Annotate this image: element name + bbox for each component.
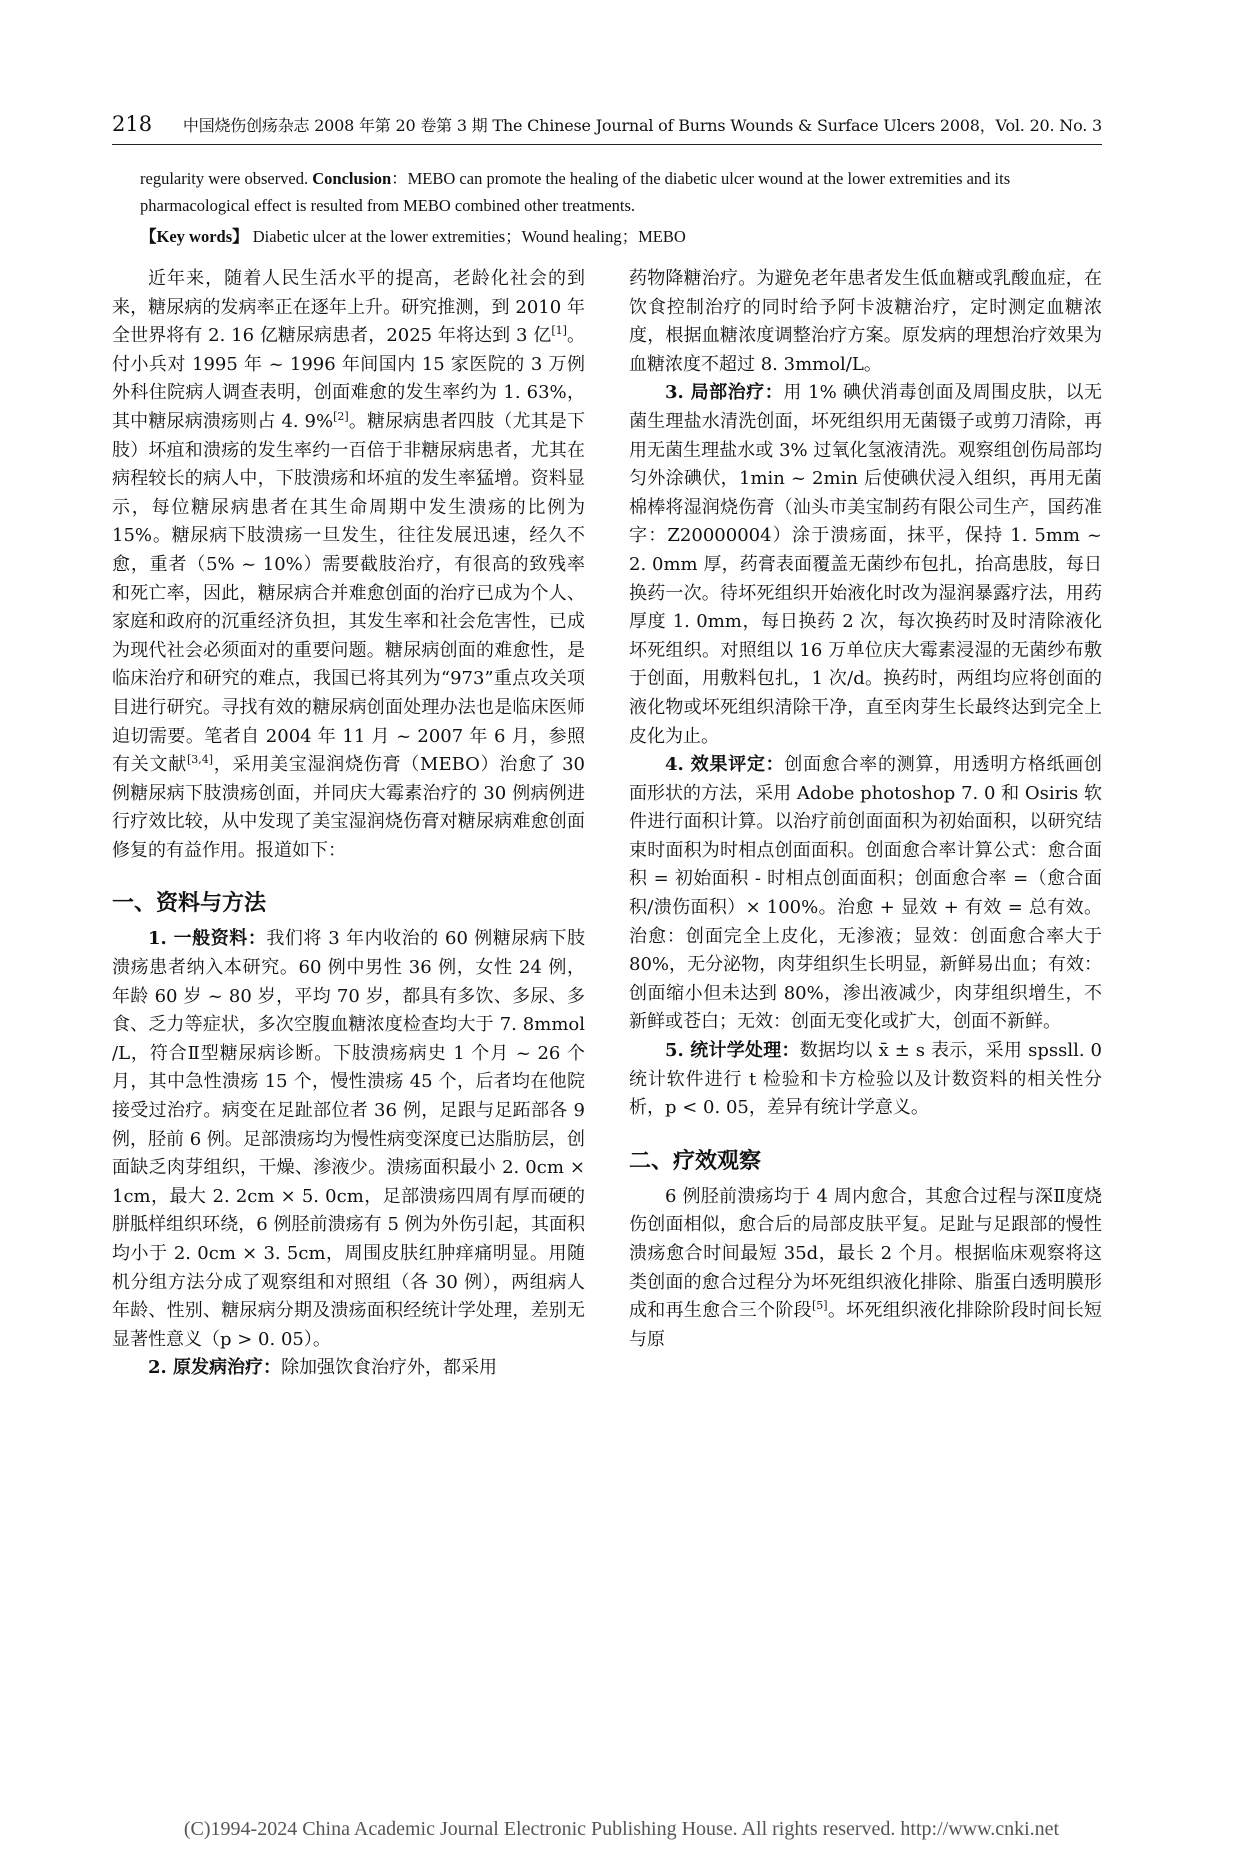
local-treatment-paragraph bbox=[629, 379, 1102, 751]
evaluation-paragraph bbox=[629, 751, 1102, 1037]
paragraph-text: 我们将 3 年内收治的 60 例糖尿病下肢溃疡患者纳入本研究。60 例中男性 36 例，女性 24 例，年龄 60 岁 ~ 80 岁，平均 70 岁，都具有多饮、多尿、多食、乏力等症状，多次空腹血糖浓度检查均大于 7. 8mmol /L，符合Ⅱ型糖尿病诊断。下肢溃疡病史 1 个月 ~ 26 个月，其中急性溃疡 15 个，慢性溃疡 45 个，后者均在他院接受过治疗。病变在足趾部位者 36 例，足跟与足跖部各 9 例，胫前 6 例。足部溃疡均为慢性病变深度已达脂肪层，创面缺乏肉芽组织，干燥、渗液少。溃疡面积最小 2. 0cm × 1cm，最大 2. 2cm × 5. 0cm，足部溃疡四周有厚而硬的胼胝样组织环绕，6 例胫前溃疡有 5 例为外伤引起，其面积均小于 2. 0cm × 3. 5cm，周围皮肤红肿痒痛明显。用随机分组方法分成了观察组和对照组（各 30 例），两组病人年龄、性别、糖尿病分期及溃疡面积经统计学处理，差别无显著性意义（p > 0. 05）。 bbox=[112, 928, 585, 1350]
citation-ref: [3,4] bbox=[186, 753, 214, 767]
keywords-text: Diabetic ulcer at the lower extremities；Wound healing；MEBO bbox=[248, 227, 686, 246]
continued-paragraph: 药物降糖治疗。为避免老年患者发生低血糖或乳酸血症，在饮食控制治疗的同时给予阿卡波糖治疗，定时测定血糖浓度，根据血糖浓度调整治疗方案。原发病的理想治疗效果为血糖浓度不超过 8. 3mmol/L。 bbox=[629, 268, 1102, 375]
abstract-conclusion bbox=[140, 165, 1100, 219]
intro-text: 。糖尿病患者四肢（尤其是下肢）坏疽和溃疡的发生率约一百倍于非糖尿病患者，尤其在病程较长的病人中，下肢溃疡和坏疽的发生率猛增。资料显示，每位糖尿病患者在其生命周期中发生溃疡的比例为 15%。糖尿病下肢溃疡一旦发生，往往发展迅速，经久不愈，重者（5% ~ 10%）需要截肢治疗，有很高的致残率和死亡率，因此，糖尿病合并难愈创面的治疗已成为个人、家庭和政府的沉重经济负担，其发生率和社会危害性，已成为现代社会必须面对的重要问题。糖尿病创面的难愈性，是临床治疗和研究的难点，我国已将其列为“973”重点攻关项目进行研究。寻找有效的糖尿病创面处理办法也是临床医师迫切需要。笔者自 2004 年 11 月 ~ 2007 年 6 月，参照有关文献 bbox=[112, 410, 585, 776]
section-heading-results: 二、疗效观察 bbox=[629, 1147, 762, 1174]
abstract-text-pre: regularity were observed. bbox=[140, 169, 313, 188]
conclusion-label: Conclusion bbox=[312, 169, 392, 188]
paragraph-text: 。坏死组织液化排除阶段时间长短与原 bbox=[629, 1300, 1103, 1350]
citation-ref: [1] bbox=[551, 324, 567, 338]
page-number: 218 bbox=[112, 112, 153, 136]
intro-paragraph bbox=[112, 265, 585, 865]
primary-treatment-paragraph bbox=[112, 1354, 585, 1383]
citation-ref: [5] bbox=[811, 1299, 828, 1313]
paragraph-lead: 3. 局部治疗： bbox=[665, 382, 784, 404]
journal-citation: 中国烧伤创疡杂志 2008 年第 20 卷第 3 期 The Chinese Journal of Burns Wounds & Surface Ulcers 2008，Vol. 20. No. 3 bbox=[182, 116, 1102, 135]
citation-ref: [2] bbox=[333, 409, 349, 423]
copyright-footer: (C)1994-2024 China Academic Journal Electronic Publishing House. All rights reserved. http://www.cnki.net bbox=[183, 1818, 1060, 1840]
keywords-label: 【Key words】 bbox=[140, 227, 249, 246]
section-heading-methods: 一、资料与方法 bbox=[112, 890, 267, 917]
paragraph-lead: 4. 效果评定： bbox=[665, 754, 785, 776]
general-data-paragraph bbox=[112, 925, 585, 1354]
running-header bbox=[112, 112, 1102, 138]
paragraph-text: 用 1% 碘伏消毒创面及周围皮肤，以无菌生理盐水清洗创面，坏死组织用无菌镊子或剪刀清除，再用无菌生理盐水或 3% 过氧化氢液清洗。观察组创伤局部均匀外涂碘伏，1min ~ 2min 后使碘伏浸入组织，再用无菌棉棒将湿润烧伤膏（汕头市美宝制药有限公司生产，国药准字：Z20000004）涂于溃疡面，抹平，保持 1. 5mm ~ 2. 0mm 厚，药膏表面覆盖无菌纱布包扎，抬高患肢，每日换药一次。待坏死组织开始液化时改为湿润暴露疗法，用药厚度 1. 0mm，每日换药 2 次，每次换药时及时清除液化坏死组织。对照组以 16 万单位庆大霉素浸湿的无菌纱布敷于创面，用敷料包扎，1 次/d。换药时，两组均应将创面的液化物或坏死组织清除干净，直至肉芽生长最终达到完全上皮化为止。 bbox=[629, 382, 1103, 747]
intro-text: 。付小兵对 1995 年 ~ 1996 年间国内 15 家医院的 3 万例外科住院病人调查表明，创面难愈的发生率约为 1. 63%，其中糖尿病溃疡则占 4. 9% bbox=[112, 325, 586, 432]
keywords-line bbox=[140, 223, 1100, 250]
intro-text: 近年来，随着人民生活水平的提高，老龄化社会的到来，糖尿病的发病率正在逐年上升。研究推测，到 2010 年全世界将有 2. 16 亿糖尿病患者，2025 年将达到 3 亿 bbox=[112, 268, 585, 347]
intro-text: ，采用美宝湿润烧伤膏（MEBO）治愈了 30 例糖尿病下肢溃疡创面，并同庆大霉素治疗的 30 例病例进行疗效比较，从中发现了美宝湿润烧伤膏对糖尿病难愈创面修复的有益作用。报道如下： bbox=[112, 754, 585, 861]
paragraph-lead: 5. 统计学处理： bbox=[665, 1040, 800, 1062]
paragraph-text: 除加强饮食治疗外，都采用 bbox=[281, 1357, 498, 1379]
header-divider bbox=[112, 144, 1102, 145]
results-paragraph bbox=[629, 1183, 1102, 1355]
paragraph-lead: 2. 原发病治疗： bbox=[148, 1357, 282, 1379]
paragraph-text: 数据均以 x̄ ± s 表示，采用 spssll. 0 统计软件进行 t 检验和卡方检验以及计数资料的相关性分析，p < 0. 05，差异有统计学意义。 bbox=[629, 1040, 1102, 1119]
body-columns bbox=[112, 265, 1102, 1765]
paragraph-lead: 1. 一般资料： bbox=[148, 928, 267, 950]
english-abstract bbox=[140, 165, 1100, 250]
abstract-text-post: ：MEBO can promote the healing of the diabetic ulcer wound at the lower extremities and its pharmacological effect is resulted from MEBO combined other treatments. bbox=[140, 169, 1011, 215]
left-column bbox=[112, 265, 585, 1765]
paragraph-text: 6 例胫前溃疡均于 4 周内愈合，其愈合过程与深Ⅱ度烧伤创面相似，愈合后的局部皮肤平复。足趾与足跟部的慢性溃疡愈合时间最短 35d，最长 2 个月。根据临床观察将这类创面的愈合过程分为坏死组织液化排除、脂蛋白透明膜形成和再生愈合三个阶段 bbox=[629, 1185, 1102, 1322]
right-column bbox=[629, 265, 1102, 1765]
paragraph-text: 创面愈合率的测算，用透明方格纸画创面形状的方法，采用 Adobe photoshop 7. 0 和 Osiris 软件进行面积计算。以治疗前创面面积为初始面积，以研究结束时面积为时相点创面面积。创面愈合率计算公式：愈合面积 = 初始面积 - 时相点创面面积；创面愈合率 =（愈合面积/溃伤面积）× 100%。治愈 + 显效 + 有效 = 总有效。治愈：创面完全上皮化，无渗液；显效：创面愈合率大于 80%，无分泌物，肉芽组织生长明显，新鲜易出血；有效：创面缩小但未达到 80%，渗出液减少，肉芽组织增生，不新鲜或苍白；无效：创面无变化或扩大，创面不新鲜。 bbox=[629, 754, 1102, 1033]
statistics-paragraph bbox=[629, 1037, 1102, 1123]
